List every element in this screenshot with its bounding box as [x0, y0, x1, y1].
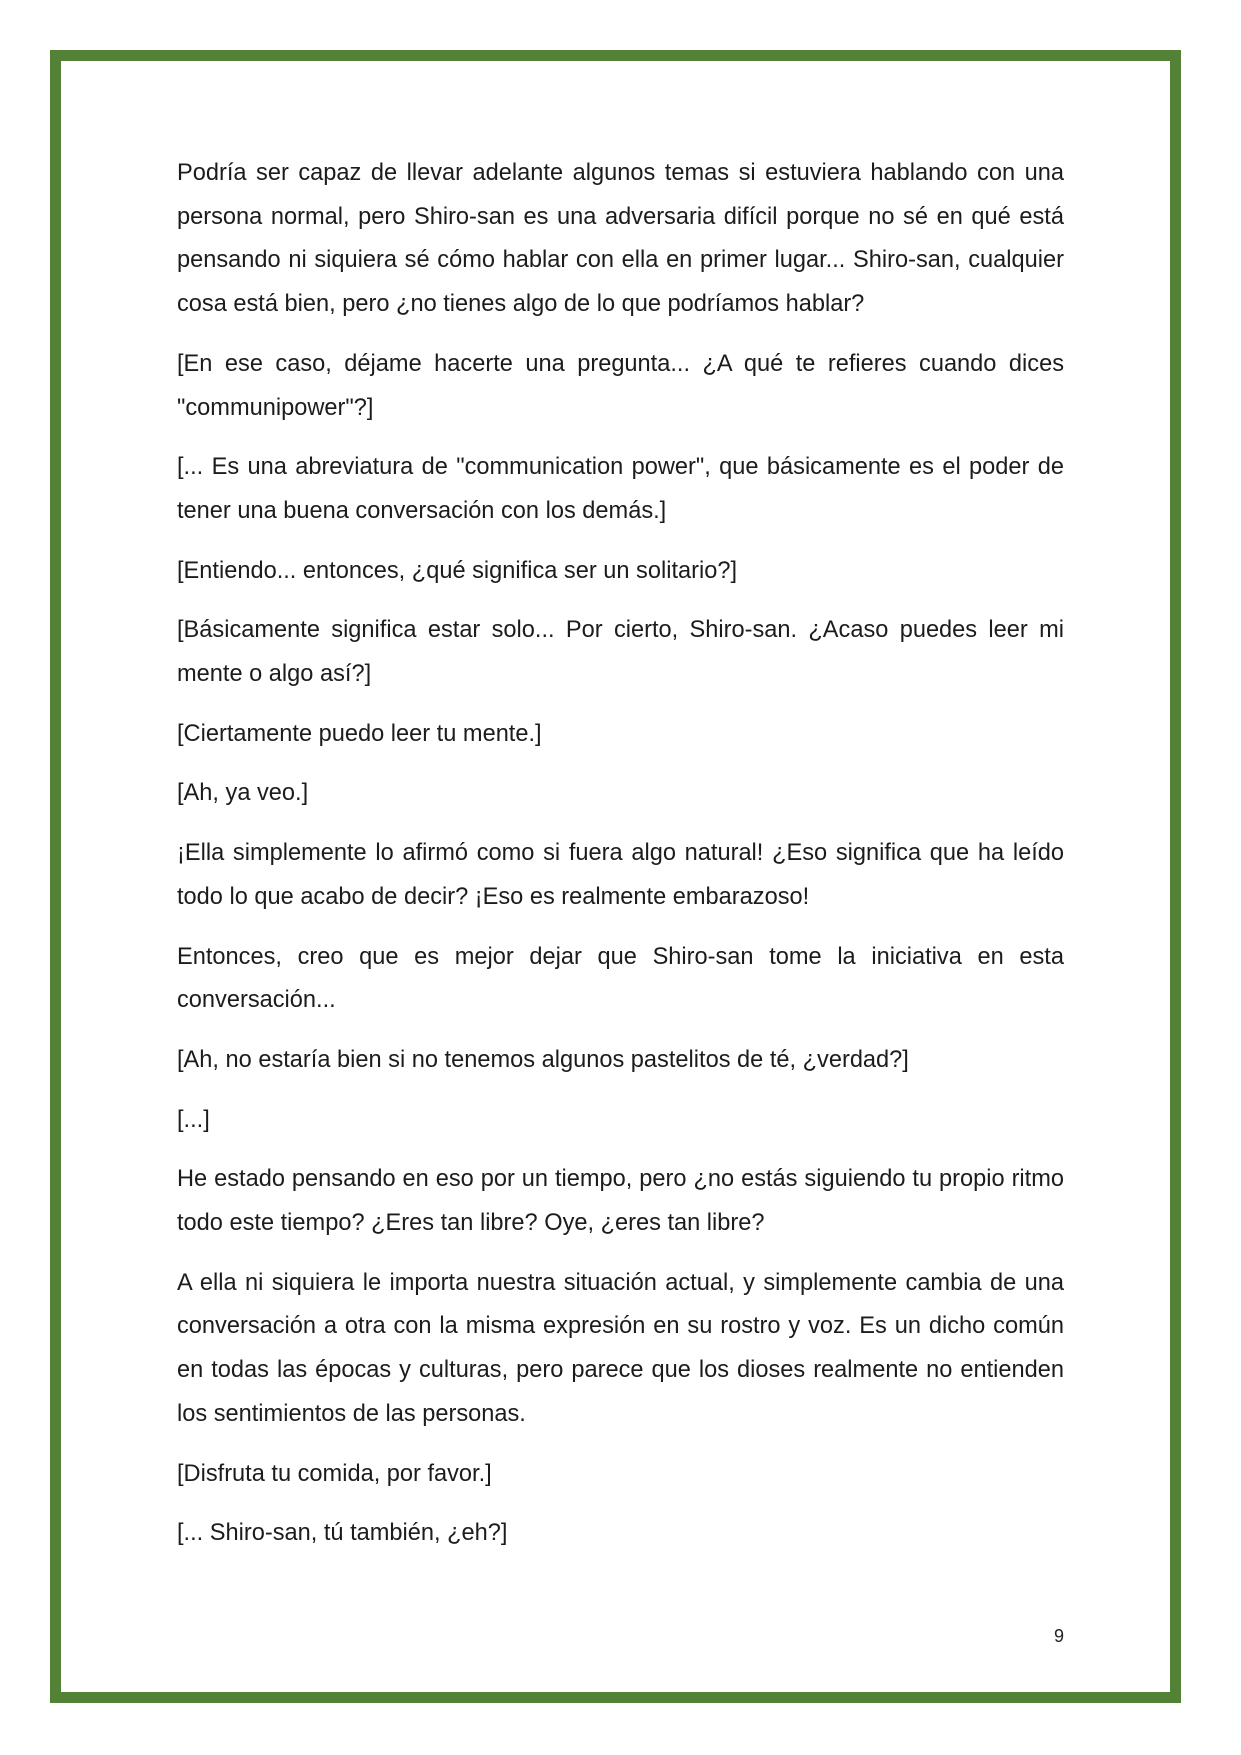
paragraph: Podría ser capaz de llevar adelante algunos temas si estuviera hablando con una persona normal, pero Shiro-san es una adversaria difícil porque no sé en qué está pensando ni siquiera sé cómo hablar con ella en primer lugar... Shiro-san, cualquier cosa está bien, pero ¿no tienes algo de lo que podríamos hablar?	[177, 160, 1064, 318]
paragraph: Entonces, creo que es mejor dejar que Shiro-san tome la iniciativa en esta conversación...	[177, 943, 1064, 1014]
paragraph: He estado pensando en eso por un tiempo, pero ¿no estás siguiendo tu propio ritmo todo este tiempo? ¿Eres tan libre? Oye, ¿eres tan libre?	[177, 1166, 1064, 1237]
paragraph: [Entiendo... entonces, ¿qué significa ser un solitario?]	[177, 557, 738, 584]
paragraph: A ella ni siquiera le importa nuestra situación actual, y simplemente cambia de una conversación a otra con la misma expresión en su rostro y voz. Es un dicho común en todas las épocas y culturas, pero parece que los dioses realmente no entienden los sentimientos de las personas.	[177, 1269, 1064, 1427]
paragraph: [Ciertamente puedo leer tu mente.]	[177, 720, 542, 747]
paragraph: [Básicamente significa estar solo... Por cierto, Shiro-san. ¿Acaso puedes leer mi mente o algo así?]	[177, 617, 1064, 688]
paragraph: [En ese caso, déjame hacerte una pregunta... ¿A qué te refieres cuando dices "communipower"?]	[177, 350, 1064, 421]
paragraph: [... Shiro-san, tú también, ¿eh?]	[177, 1520, 508, 1547]
paragraph: [Ah, no estaría bien si no tenemos algunos pastelitos de té, ¿verdad?]	[177, 1046, 909, 1073]
paragraph: [Disfruta tu comida, por favor.]	[177, 1460, 492, 1487]
paragraph: ¡Ella simplemente lo afirmó como si fuera algo natural! ¿Eso significa que ha leído todo lo que acabo de decir? ¡Eso es realmente embarazoso!	[177, 840, 1064, 910]
paragraph: [... Es una abreviatura de "communication power", que básicamente es el poder de tener una buena conversación con los demás.]	[177, 454, 1064, 524]
document-body	[177, 152, 1064, 1572]
page-number: 9	[1053, 1626, 1064, 1646]
paragraph: [...]	[177, 1106, 210, 1133]
paragraph: [Ah, ya veo.]	[177, 780, 309, 807]
